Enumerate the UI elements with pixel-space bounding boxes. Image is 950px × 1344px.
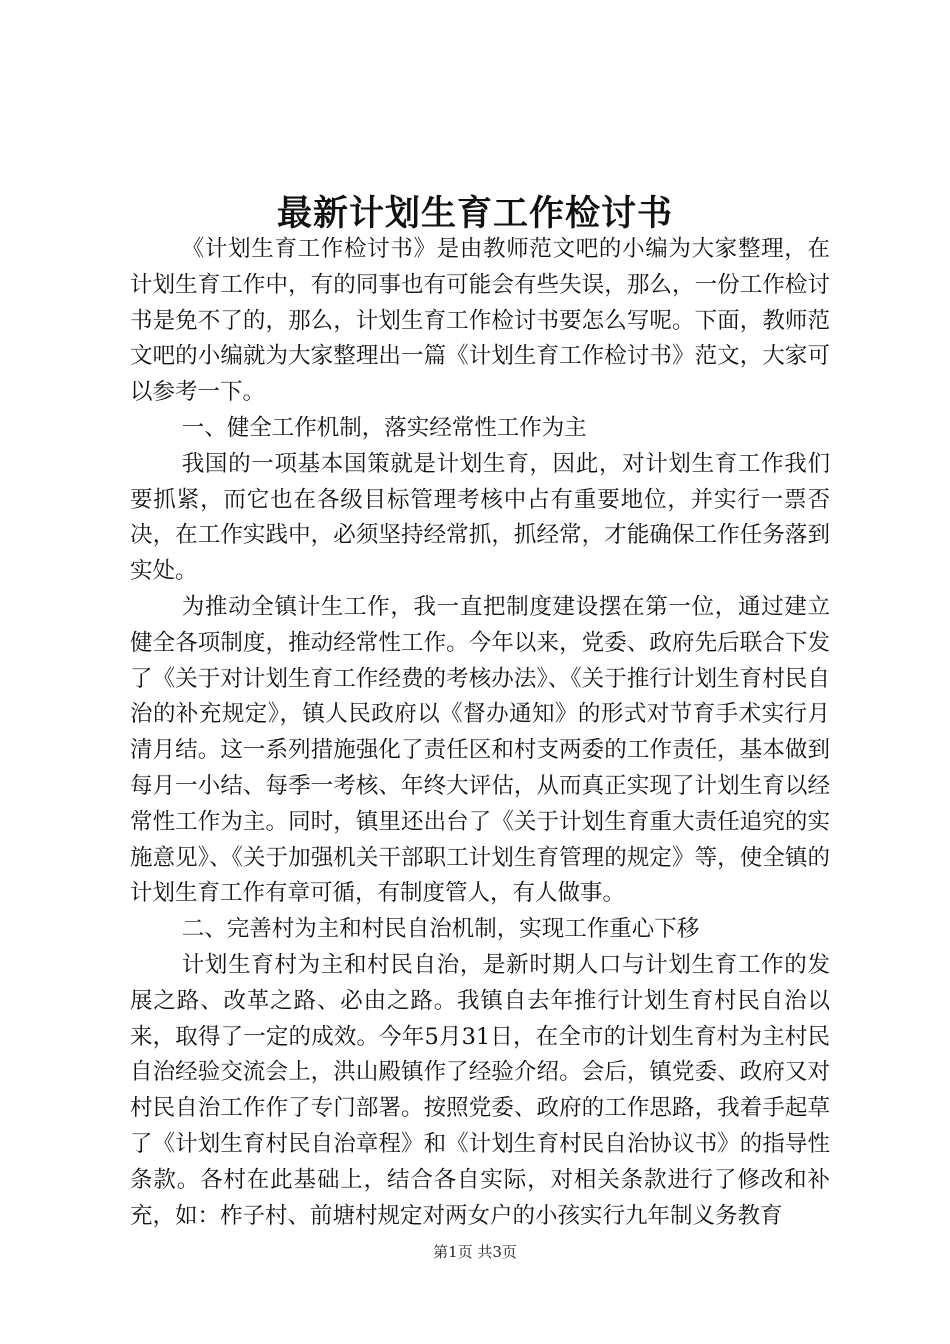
paragraph-system-building: 为推动全镇计生工作，我一直把制度建设摆在第一位，通过建立健全各项制度，推动经常性工作。今年以来，党委、政府先后联合下发了《关于对计划生育工作经费的考核办法》、《关于推行计划生育村民自治的补充规定》，镇人民政府以《督办通知》的形式对节育手术实行月清月结。这一系列措施强化了责任区和村支两委的工作责任，基本做到每月一小结、每季一考核、年终大评估，从而真正实现了计划生育以经常性工作为主。同时，镇里还出台了《关于计划生育重大责任追究的实施意见》、《关于加强机关干部职工计划生育管理的规定》等，使全镇的计划生育工作有章可循，有制度管人，有人做事。 bbox=[130, 593, 830, 907]
section-heading-1: 一、健全工作机制，落实经常性工作为主 bbox=[181, 414, 587, 441]
document-title: 最新计划生育工作检讨书 bbox=[276, 193, 673, 234]
paragraph-national-policy: 我国的一项基本国策就是计划生育，因此，对计划生育工作我们要抓紧，而它也在各级目标管理考核中占有重要地位，并实行一票否决，在工作实践中，必须坚持经常抓，抓经常，才能确保工作任务落到实处。 bbox=[130, 450, 830, 585]
section-heading-2: 二、完善村为主和村民自治机制，实现工作重心下移 bbox=[181, 916, 700, 943]
page-number-footer: 第1页 共3页 bbox=[433, 1243, 517, 1261]
document-body bbox=[130, 232, 830, 1234]
paragraph-intro: 《计划生育工作检讨书》是由教师范文吧的小编为大家整理，在计划生育工作中，有的同事也有可能会有些失误，那么，一份工作检讨书是免不了的，那么，计划生育工作检讨书要怎么写呢。下面，教师范文吧的小编就为大家整理出一篇《计划生育工作检讨书》范文，大家可以参考一下。 bbox=[130, 236, 830, 406]
paragraph-village-autonomy: 计划生育村为主和村民自治，是新时期人口与计划生育工作的发展之路、改革之路、必由之路。我镇自去年推行计划生育村民自治以来，取得了一定的成效。今年5月31日，在全市的计划生育村为主村民自治经验交流会上，洪山殿镇作了经验介绍。会后，镇党委、政府又对村民自治工作作了专门部署。按照党委、政府的工作思路，我着手起草了《计划生育村民自治章程》和《计划生育村民自治协议书》的指导性条款。各村在此基础上，结合各自实际，对相关条款进行了修改和补充，如：柞子村、前塘村规定对两女户的小孩实行九年制义务教育 bbox=[130, 951, 830, 1229]
